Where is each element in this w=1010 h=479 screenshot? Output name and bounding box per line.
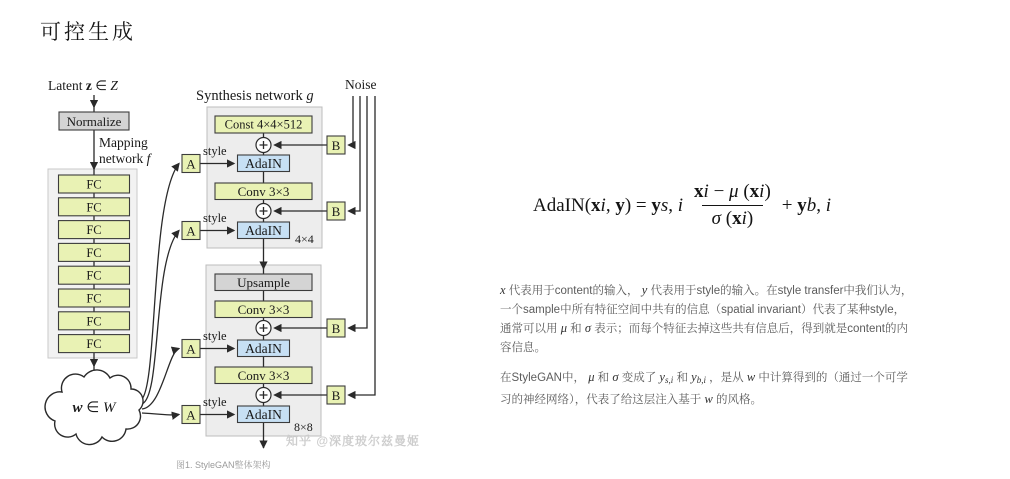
resolution-label-8x8: 8×8 — [294, 420, 313, 434]
style-label: style — [203, 395, 227, 409]
stylegan-diagram — [30, 70, 430, 462]
w-space-label: w ∈ W — [72, 400, 116, 416]
mapping-network-label-line2: network f — [99, 151, 151, 166]
mapping-network-label-line1: Mapping — [99, 135, 148, 150]
upsample-label: Upsample — [237, 275, 290, 290]
fc-label: FC — [86, 200, 102, 215]
a-label: A — [186, 223, 196, 239]
watermark: 知乎 @深度玻尔兹曼姬 — [286, 434, 421, 448]
formula-fraction — [690, 181, 775, 230]
adain-label: AdaIN — [245, 407, 282, 422]
resolution-label-4x4: 4×4 — [295, 232, 314, 246]
formula-numerator: xi − μ (xi) — [694, 181, 771, 202]
page-title: 可控生成 — [40, 20, 136, 44]
fc-label: FC — [86, 291, 102, 306]
b-label: B — [331, 138, 341, 153]
style-label: style — [203, 329, 227, 343]
noise-b-boxes — [327, 136, 345, 404]
style-label: style — [203, 144, 227, 158]
fc-label: FC — [86, 314, 102, 329]
b-label: B — [331, 321, 341, 336]
paragraph-stylegan: 在StyleGAN中， μ 和 σ 变成了 $y_{s,i}$ 和 $y_{b,i}$ ，是从 w 中计算得到的（通过一个可学习的神经网络），代表了给这层注入基于 w 的风格。 — [500, 370, 908, 406]
fc-label: FC — [86, 268, 102, 283]
noise-label: Noise — [345, 77, 377, 92]
b-label: B — [331, 204, 341, 219]
conv-label: Conv 3×3 — [237, 184, 290, 199]
adain-label: AdaIN — [245, 341, 282, 356]
conv-label: Conv 3×3 — [237, 368, 290, 383]
synthesis-network-label: Synthesis network g — [196, 88, 314, 104]
b-label: B — [331, 388, 341, 403]
paragraph-content-style: x 代表用于content的输入， y 代表用于style的输入。在style transfer中我们认为，一个sample中所有特征空间中共有的信息（spatial invariant）代表了某种style，通常可以用 μ 和 σ 表示；而每个特征去掉这些共有信息后，得到就是content的内容信息。 — [500, 283, 913, 354]
a-label: A — [186, 407, 196, 423]
style-a-boxes — [182, 155, 200, 424]
adain-label: AdaIN — [245, 223, 282, 238]
conv-label: Conv 3×3 — [237, 302, 290, 317]
formula-suffix: + yb, i — [781, 194, 832, 216]
fc-label: FC — [86, 223, 102, 238]
fc-label: FC — [86, 245, 102, 260]
adain-label: AdaIN — [245, 156, 282, 171]
formula-denominator: σ (xi) — [702, 205, 764, 230]
normalize-label: Normalize — [66, 114, 122, 129]
adain-formula — [533, 181, 831, 230]
figure-caption: 图1. StyleGAN整体架构 — [176, 460, 271, 470]
a-label: A — [186, 156, 196, 172]
const-label: Const 4×4×512 — [224, 117, 303, 132]
explanation-text — [500, 281, 914, 409]
latent-label: Latent z ∈ Z — [48, 78, 118, 93]
fc-label: FC — [86, 177, 102, 192]
style-label: style — [203, 211, 227, 225]
formula-prefix: AdaIN(xi, y) = ys, i — [533, 194, 684, 216]
a-label: A — [186, 341, 196, 357]
fc-label: FC — [86, 337, 102, 352]
